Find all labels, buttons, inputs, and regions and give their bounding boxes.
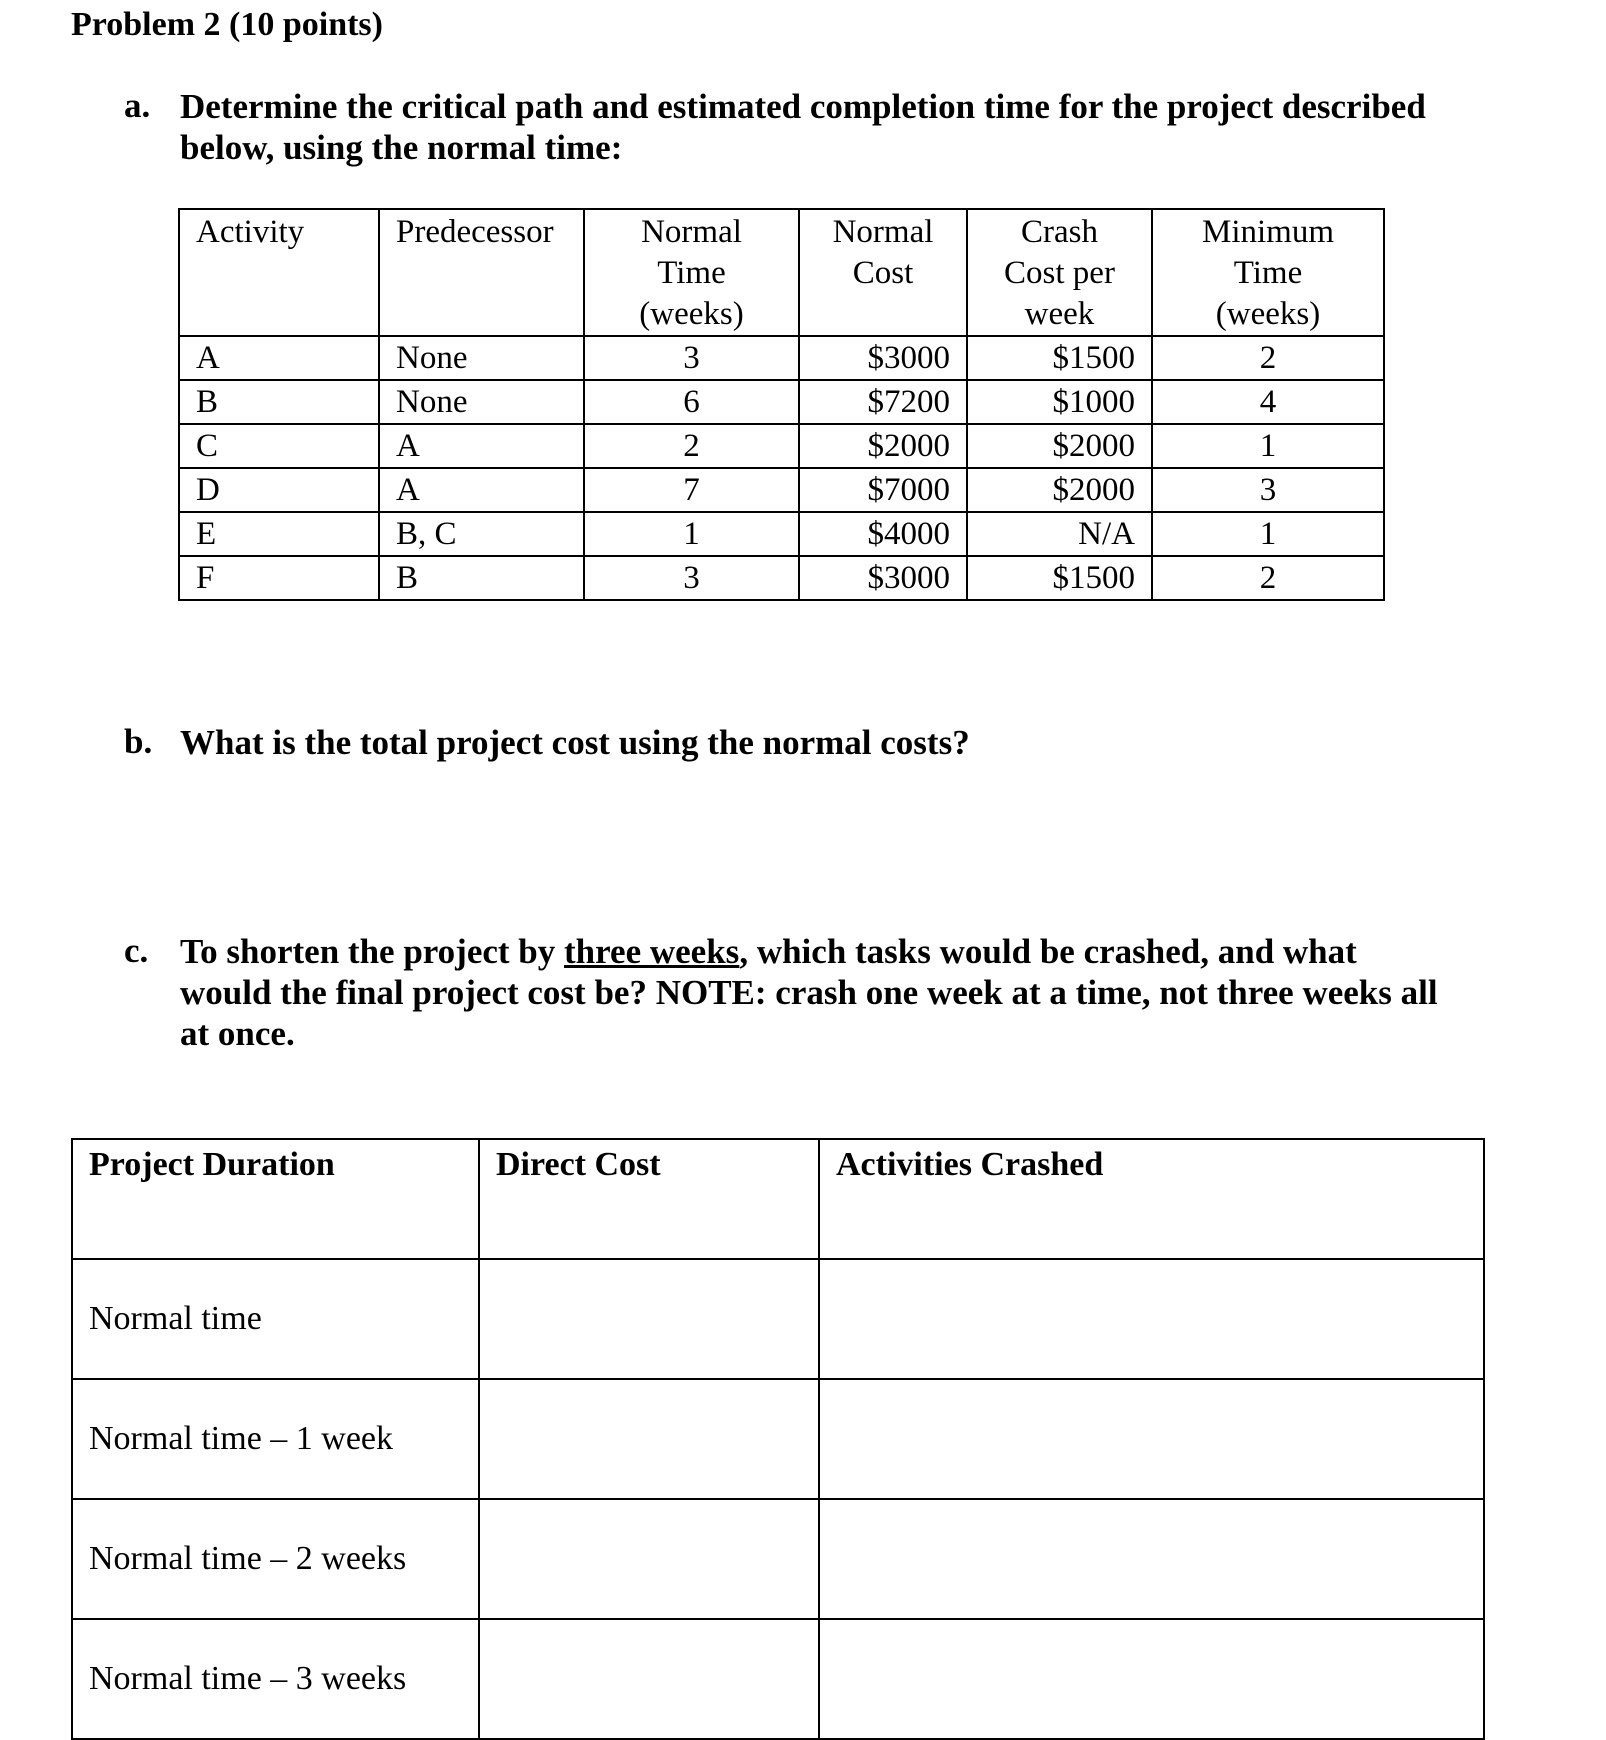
- direct-cost-cell[interactable]: [479, 1379, 819, 1499]
- table-row: [72, 1259, 1484, 1379]
- header-crash-cost-line-2: Cost per: [1004, 255, 1115, 291]
- activities-crashed-cell[interactable]: [819, 1499, 1484, 1619]
- cell-crash-cost: $1500: [967, 556, 1152, 600]
- row-label: Normal time – 3 weeks: [72, 1619, 479, 1739]
- cell-normal-time: 3: [584, 556, 799, 600]
- header-normal-cost: [799, 209, 967, 336]
- header-crash-cost: [967, 209, 1152, 336]
- cell-crash-cost: $1500: [967, 336, 1152, 380]
- part-a-line-1: Determine the critical path and estimated completion time for the project described: [180, 87, 1426, 126]
- part-c-line-1-start: To shorten the project by: [180, 932, 565, 971]
- direct-cost-cell[interactable]: [479, 1259, 819, 1379]
- header-crash-cost-line-1: Crash: [1021, 214, 1098, 250]
- cell-predecessor: A: [379, 424, 584, 468]
- header-normal-time-line-3: (weeks): [639, 296, 744, 332]
- cell-crash-cost: $2000: [967, 424, 1152, 468]
- cell-normal-time: 2: [584, 424, 799, 468]
- cell-predecessor: A: [379, 468, 584, 512]
- table-row: [72, 1619, 1484, 1739]
- part-c-question: [180, 931, 1438, 1054]
- table-row: [72, 1499, 1484, 1619]
- cell-activity: E: [179, 512, 379, 556]
- part-c-letter: c.: [124, 931, 149, 970]
- cell-minimum-time: 1: [1152, 512, 1384, 556]
- cell-crash-cost: $2000: [967, 468, 1152, 512]
- cell-predecessor: B, C: [379, 512, 584, 556]
- cell-normal-cost: $4000: [799, 512, 967, 556]
- cell-normal-time: 6: [584, 380, 799, 424]
- table-row: [179, 380, 1384, 424]
- part-b-letter: b.: [124, 722, 153, 761]
- table-row: [179, 424, 1384, 468]
- header-normal-cost-line-2: Cost: [852, 255, 914, 291]
- cell-normal-cost: $7200: [799, 380, 967, 424]
- cell-minimum-time: 4: [1152, 380, 1384, 424]
- header-minimum-time-line-2: Time: [1233, 255, 1303, 291]
- part-a-line-2: below, using the normal time:: [180, 128, 623, 167]
- header-normal-cost-line-1: Normal: [832, 214, 934, 250]
- cell-minimum-time: 2: [1152, 336, 1384, 380]
- header-minimum-time-line-1: Minimum: [1201, 214, 1335, 250]
- table-row: [179, 336, 1384, 380]
- direct-cost-cell[interactable]: [479, 1619, 819, 1739]
- header-direct-cost: Direct Cost: [479, 1139, 819, 1259]
- direct-cost-cell[interactable]: [479, 1499, 819, 1619]
- cell-predecessor: None: [379, 336, 584, 380]
- header-minimum-time-line-3: (weeks): [1215, 296, 1321, 332]
- cell-crash-cost: N/A: [967, 512, 1152, 556]
- header-project-duration: Project Duration: [72, 1139, 479, 1259]
- cell-normal-time: 1: [584, 512, 799, 556]
- row-label: Normal time: [72, 1259, 479, 1379]
- part-a-question: [180, 86, 1426, 168]
- cell-activity: D: [179, 468, 379, 512]
- header-normal-time-line-1: Normal: [641, 214, 742, 250]
- activities-crashed-cell[interactable]: [819, 1259, 1484, 1379]
- row-label: Normal time – 1 week: [72, 1379, 479, 1499]
- cell-minimum-time: 3: [1152, 468, 1384, 512]
- header-normal-time-line-2: Time: [657, 255, 726, 291]
- cell-normal-time: 7: [584, 468, 799, 512]
- cell-activity: F: [179, 556, 379, 600]
- part-c-line-3: at once.: [180, 1014, 295, 1053]
- cell-activity: A: [179, 336, 379, 380]
- activity-table: [178, 208, 1385, 601]
- row-label: Normal time – 2 weeks: [72, 1499, 479, 1619]
- header-predecessor: Predecessor: [379, 209, 584, 336]
- header-activity: Activity: [179, 209, 379, 336]
- cell-minimum-time: 1: [1152, 424, 1384, 468]
- part-c-line-1: [180, 931, 1438, 972]
- cell-activity: B: [179, 380, 379, 424]
- cell-predecessor: B: [379, 556, 584, 600]
- header-activities-crashed: Activities Crashed: [819, 1139, 1484, 1259]
- cell-normal-cost: $3000: [799, 336, 967, 380]
- table-row: [179, 468, 1384, 512]
- answer-table: [71, 1138, 1485, 1740]
- cell-normal-cost: $3000: [799, 556, 967, 600]
- header-normal-time: [584, 209, 799, 336]
- cell-minimum-time: 2: [1152, 556, 1384, 600]
- table-row: [179, 512, 1384, 556]
- activity-table-header-row: [179, 209, 1384, 336]
- cell-normal-cost: $7000: [799, 468, 967, 512]
- activities-crashed-cell[interactable]: [819, 1379, 1484, 1499]
- header-crash-cost-line-3: week: [1024, 296, 1095, 332]
- part-b-question: What is the total project cost using the normal costs?: [180, 723, 970, 762]
- cell-normal-cost: $2000: [799, 424, 967, 468]
- part-c-emphasis: three weeks: [564, 932, 740, 971]
- cell-predecessor: None: [379, 380, 584, 424]
- cell-normal-time: 3: [584, 336, 799, 380]
- table-row: [179, 556, 1384, 600]
- activities-crashed-cell[interactable]: [819, 1619, 1484, 1739]
- header-minimum-time: [1152, 209, 1384, 336]
- answer-table-header-row: [72, 1139, 1484, 1259]
- cell-crash-cost: $1000: [967, 380, 1152, 424]
- table-row: [72, 1379, 1484, 1499]
- cell-activity: C: [179, 424, 379, 468]
- part-c-line-1-end: , which tasks would be crashed, and what: [739, 932, 1357, 971]
- part-a-letter: a.: [124, 86, 151, 125]
- part-c-line-2: would the final project cost be? NOTE: crash one week at a time, not three weeks all: [180, 973, 1438, 1012]
- problem-title: Problem 2 (10 points): [71, 6, 383, 43]
